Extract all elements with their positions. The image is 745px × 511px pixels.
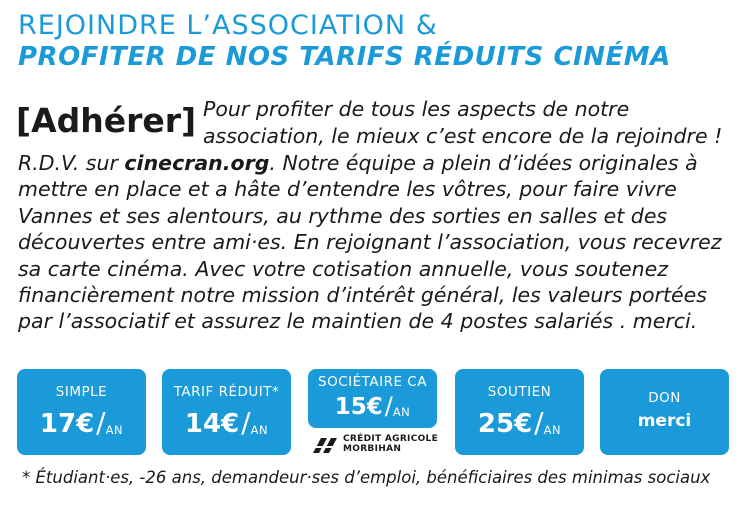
body-line: par l’associatif et assurez le maintien de 4 postes salariés . merci. bbox=[18, 309, 698, 334]
body-line-prefix: R.D.V. sur bbox=[18, 151, 125, 175]
tariff-price bbox=[308, 392, 437, 420]
partner-line: CRÉDIT AGRICOLE bbox=[343, 434, 439, 444]
credit-agricole-logo-icon bbox=[311, 435, 339, 455]
tariff-label: DON bbox=[648, 390, 681, 406]
credit-agricole-text bbox=[343, 435, 438, 454]
website-link[interactable]: cinecran.org bbox=[124, 151, 270, 175]
tariff-slash: / bbox=[534, 406, 544, 439]
tariff-slash: / bbox=[384, 392, 393, 420]
footnote: * Étudiant·es, -26 ans, demandeur·ses d’emploi, bénéficiaires des minimas sociaux bbox=[22, 468, 711, 487]
tariff-price bbox=[17, 406, 146, 439]
tariff-label: SOUTIEN bbox=[487, 384, 552, 400]
tariff-card-simple bbox=[17, 369, 146, 455]
tariff-slash: / bbox=[96, 406, 106, 439]
tariff-unit: AN bbox=[392, 405, 411, 419]
don-value: merci bbox=[637, 411, 692, 431]
body-line-suffix: . Notre équipe a plein d’idées originales à bbox=[269, 151, 698, 175]
title-line-1: REJOINDRE L’ASSOCIATION & bbox=[18, 10, 438, 41]
body-line: Vannes et ses alentours, au rythme des sorties en salles et des bbox=[18, 203, 668, 228]
tariff-unit: AN bbox=[105, 423, 124, 437]
credit-agricole-badge bbox=[311, 434, 451, 456]
tariff-unit: AN bbox=[250, 423, 269, 437]
tariff-price bbox=[455, 406, 584, 439]
tariff-amount: 25€ bbox=[477, 409, 533, 439]
body-line: sa carte cinéma. Avec votre cotisation annuelle, vous soutenez bbox=[18, 256, 669, 281]
intro-text bbox=[203, 96, 733, 150]
body-line: financièrement notre mission d’intérêt général, les valeurs portées bbox=[18, 283, 707, 308]
partner-line: MORBIHAN bbox=[343, 443, 402, 454]
tariff-card-societaire bbox=[308, 369, 437, 428]
tariff-label: SOCIÉTAIRE CA bbox=[318, 374, 427, 390]
tariff-card-don bbox=[600, 369, 729, 455]
tariff-amount: 15€ bbox=[334, 394, 383, 420]
tariff-unit: AN bbox=[543, 423, 562, 437]
title-line-2: PROFITER DE NOS TARIFS RÉDUITS CINÉMA bbox=[18, 42, 671, 72]
body-line: mettre en place et a hâte d’entendre les vôtres, pour faire vivre bbox=[18, 177, 677, 202]
body-text bbox=[18, 150, 733, 335]
tariff-price bbox=[162, 406, 291, 439]
intro-line: association, le mieux c’est encore de la rejoindre ! bbox=[203, 124, 723, 148]
tariff-amount: 17€ bbox=[39, 409, 95, 439]
tariff-label: TARIF RÉDUIT* bbox=[173, 384, 280, 400]
intro-line: Pour profiter de tous les aspects de notre bbox=[203, 97, 630, 121]
body-line: découvertes entre ami·es. En rejoignant l’association, vous recevrez bbox=[18, 230, 722, 255]
tariff-card-soutien bbox=[455, 369, 584, 455]
adherer-heading: [Adhérer] bbox=[16, 101, 197, 140]
tariff-label: SIMPLE bbox=[55, 384, 108, 400]
tariff-card-reduit bbox=[162, 369, 291, 455]
body-line bbox=[18, 150, 733, 176]
tariff-slash: / bbox=[241, 406, 251, 439]
tariff-amount: 14€ bbox=[184, 409, 240, 439]
